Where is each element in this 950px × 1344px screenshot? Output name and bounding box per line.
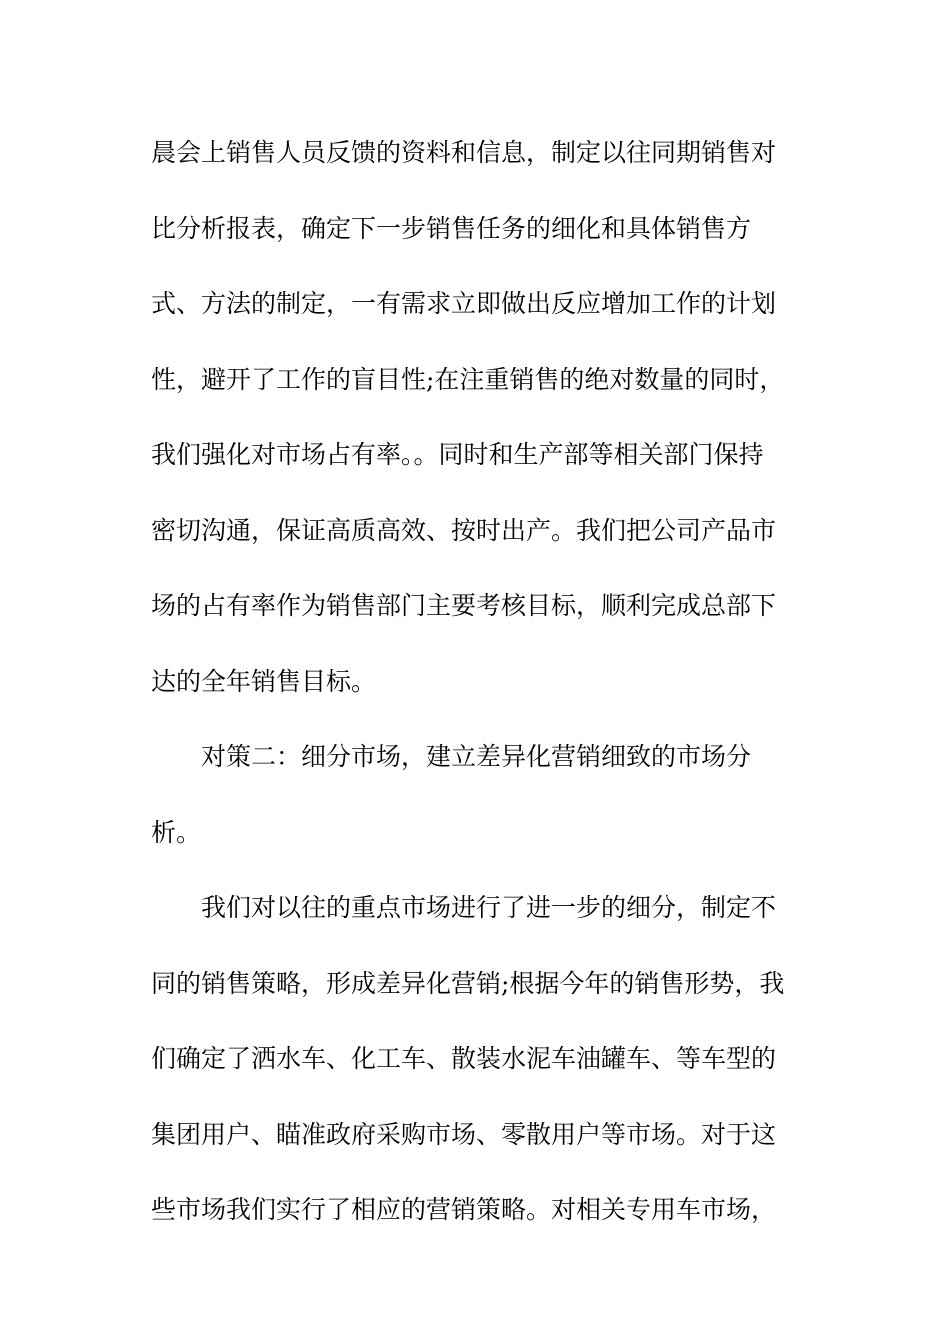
text-line-6: 密切沟通，保证高质高效、按时出产。我们把公司产品市 [151, 515, 777, 545]
text-line-1: 晨会上销售人员反馈的资料和信息，制定以往同期销售对 [151, 138, 777, 167]
document-body [151, 128, 811, 1261]
text-line-5: 我们强化对市场占有率。。同时和生产部等相关部门保持 [151, 440, 764, 469]
text-line-15: 些市场我们实行了相应的营销策略。对相关专用车市场， [151, 1195, 777, 1224]
text-line-7: 场的占有率作为销售部门主要考核目标，顺利完成总部下 [151, 591, 777, 620]
text-line-4: 性，避开了工作的盲目性;在注重销售的绝对数量的同时， [151, 364, 785, 394]
section-heading-line-1: 对策二：细分市场，建立差异化营销细致的市场分 [201, 742, 752, 771]
text-line-14: 集团用户、瞄准政府采购市场、零散用户等市场。对于这 [151, 1119, 777, 1149]
text-line-3: 式、方法的制定，一有需求立即做出反应增加工作的计划 [151, 289, 777, 318]
text-line-11: 我们对以往的重点市场进行了进一步的细分，制定不 [201, 893, 777, 922]
text-line-12: 同的销售策略，形成差异化营销;根据今年的销售形势，我 [151, 968, 785, 998]
section-heading-line-2: 析。 [151, 817, 202, 847]
text-line-2: 比分析报表，确定下一步销售任务的细化和具体销售方 [151, 213, 752, 243]
text-line-13: 们确定了洒水车、化工车、散装水泥车油罐车、等车型的 [151, 1044, 777, 1073]
text-line-8: 达的全年销售目标。 [151, 666, 377, 696]
